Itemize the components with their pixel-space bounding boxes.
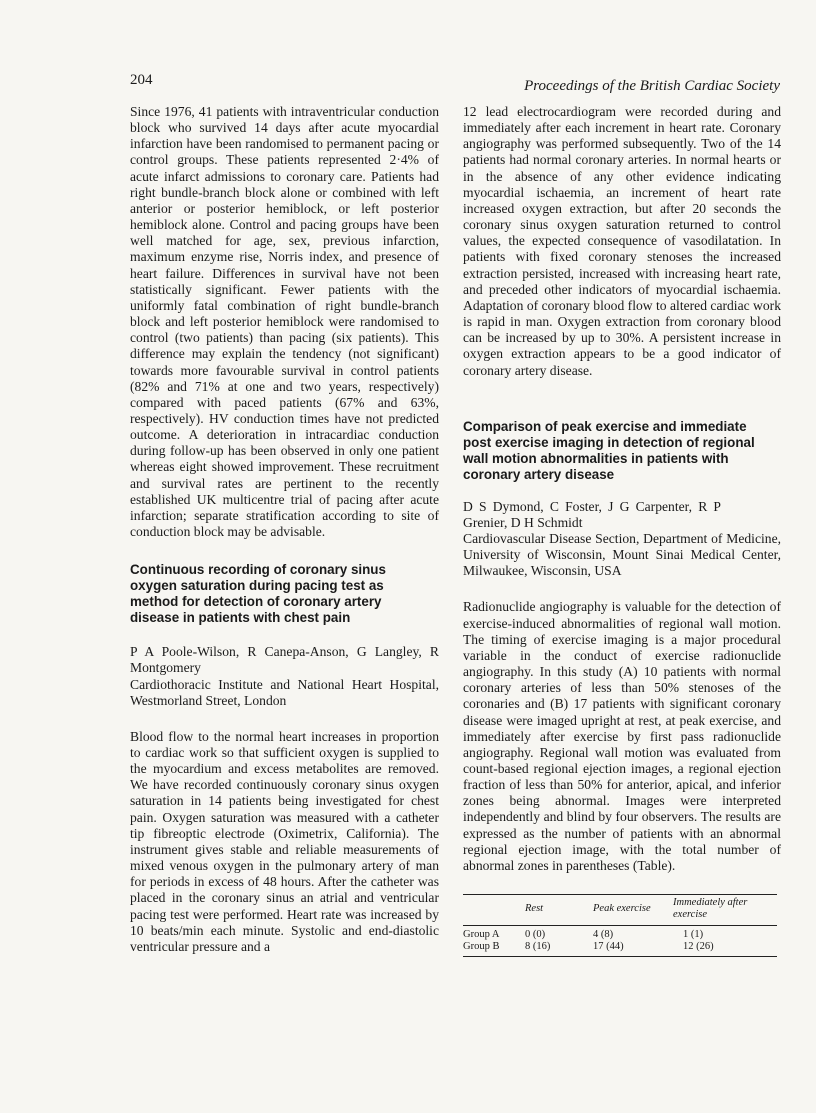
table-row <box>463 941 777 957</box>
table-header-cell: Rest <box>525 895 593 926</box>
table-header-row <box>463 895 777 926</box>
table-cell: 12 (26) <box>683 941 714 953</box>
article-body: Radionuclide angiography is valuable for the detection of exercise-induced abnormalities of regional wall motion. The timing of exercise imaging is a major procedural variable in the conduct of exercise radionuclide angiography. In this study (A) 10 patients with normal coronary arteries of less than 50% stenoses of the coronaries and (B) 17 patients with significant coronary disease were imaged upright at rest, at peak exercise, and immediately after exercise by first pass radionuclide angiography. Regional wall motion was evaluated from count-based regional ejection images, a regional ejection fraction of less than 50% for anterior, apical, and inferior zones being abnormal. Images were interpreted independently and blind by four observers. The results are expressed as the number of patients with an abnormal regional ejection image, with the total number of abnormal zones in parentheses (Table). <box>463 599 781 873</box>
article-authors: P A Poole-Wilson, R Canepa-Anson, G Langley, R Montgomery <box>130 644 439 676</box>
table-cell: Group B <box>463 941 500 953</box>
right-column <box>463 104 781 957</box>
abstract-body: Since 1976, 41 patients with intraventricular conduction block who survived 14 days after acute myocardial infarction have been randomised to permanent pacing or control groups. These patients represented 2·4% of acute infarct admissions to coronary care. Patients had right bundle-branch block alone or combined with left anterior or posterior hemiblock, or left posterior hemiblock alone. Control and pacing groups have been well matched for age, sex, previous infarction, maximum enzyme rise, Norris index, and presence of heart failure. Differences in survival have not been statistically significant. Fewer patients with the uniformly fatal combination of right bundle-branch block and left posterior hemiblock were randomised to control (two patients) than pacing (six patients). This difference may explain the tendency (not significant) towards more favourable survival in control patients (82% and 71% at one and two years, respectively) compared with paced patients (67% and 63%, respectively). HV conduction times have not predicted outcome. A deterioration in intracardiac conduction during follow-up has been observed in only one patient whereas eight showed improvement. These recruitment and survival rates are pertinent to the recently established UK multicentre trial of pacing after acute infarction; separate stratification according to site of conduction block may be advisable. <box>130 104 439 540</box>
table-header-cell <box>463 895 525 926</box>
article-title: Comparison of peak exercise and immediate post exercise imaging in detection of regional wall motion abnormalities in patients with coronary artery disease <box>463 418 755 482</box>
table-header-cell: Immediately after exercise <box>673 895 777 926</box>
table-cell: 8 (16) <box>525 941 551 953</box>
table-cell: 1 (1) <box>683 929 704 941</box>
table-cell: Group A <box>463 929 500 941</box>
article-affiliation: Cardiovascular Disease Section, Department of Medicine, University of Wisconsin, Mount Sinai Medical Center, Milwaukee, Wisconsin, USA <box>463 530 781 579</box>
article-body-continued: 12 lead electrocardiogram were recorded during and immediately after each increment in heart rate. Coronary angiography was performed subsequently. Two of the 14 patients had normal coronary arteries. In normal hearts or in the absence of any other evidence indicating myocardial ischaemia, an increment of heart rate increased oxygen extraction, but after 20 seconds the coronary sinus oxygen saturation returned to control values, the expected consequence of vasodilatation. In patients with fixed coronary stenoses the increased extraction persisted, increased with increasing heart rate, and preceded other indicators of myocardial ischaemia. Adaptation of coronary blood flow to altered cardiac work is rapid in man. Oxygen extraction from coronary blood can be increased by up to 30%. A persistent increase in oxygen extraction appears to be a good indicator of coronary artery disease. <box>463 104 781 378</box>
results-table <box>463 894 777 957</box>
article-authors: D S Dymond, C Foster, J G Carpenter, R P Grenier, D H Schmidt <box>463 498 721 530</box>
table-cell: 17 (44) <box>593 941 624 953</box>
article-body: Blood flow to the normal heart increases in proportion to cardiac work so that sufficient oxygen is supplied to the myocardium and excess metabolites are removed. We have recorded continuously coronary sinus oxygen saturation in 14 patients being investigated for chest pain. Oxygen saturation was measured with a catheter tip fibreoptic electrode (Oximetrix, California). The instrument gives stable and reliable measurements of mixed venous oxygen in the pulmonary artery of man for periods in excess of 48 hours. After the catheter was placed in the coronary sinus an atrial and ventricular pacing test were performed. Heart rate was increased by 10 beats/min each minute. Systolic and end-diastolic ventricular pressure and a <box>130 728 439 954</box>
article-title: Continuous recording of coronary sinus oxygen saturation during pacing test as method for detection of coronary artery disease in patients with chest pain <box>130 562 386 626</box>
page-number: 204 <box>130 72 153 88</box>
table-header-cell: Peak exercise <box>593 895 673 926</box>
running-head: Proceedings of the British Cardiac Society <box>524 78 780 94</box>
article-affiliation: Cardiothoracic Institute and National Heart Hospital, Westmorland Street, London <box>130 676 439 708</box>
table-cell: 4 (8) <box>593 929 614 941</box>
table-row <box>463 926 777 942</box>
table-cell: 0 (0) <box>525 929 546 941</box>
left-column <box>130 104 439 955</box>
